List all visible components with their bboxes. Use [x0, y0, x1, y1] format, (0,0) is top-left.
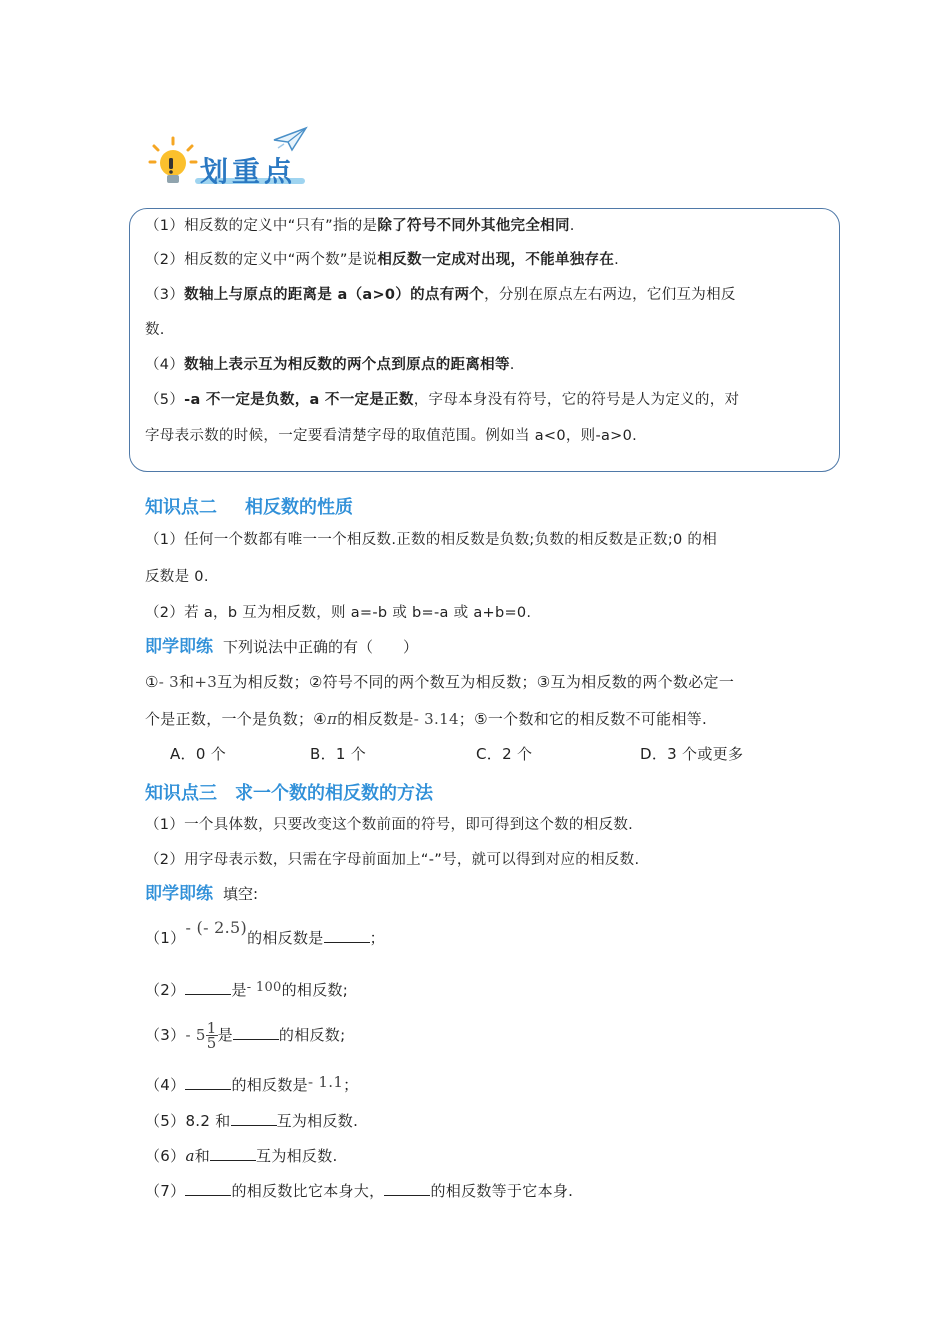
answer-blank[interactable] — [210, 1146, 256, 1161]
fraction: $\frac{1}{5}$ — [206, 1019, 217, 1052]
keypoint-5-cont: 字母表示数的时候，一定要看清楚字母的取值范围。例如当 a<0，则-a>0. — [145, 428, 638, 444]
question-1: （1）- (- 2.5)的相反数是 ； — [145, 918, 385, 947]
option-d[interactable]: D．3 个或更多 — [640, 745, 744, 763]
paper-plane-icon — [272, 126, 308, 152]
practice-tag: 即学即练 — [145, 637, 213, 657]
keypoint-1: （1）相反数的定义中“只有”指的是除了符号不同外其他完全相同. — [145, 218, 575, 234]
section-2-title: 知识点二 相反数的性质 — [145, 497, 353, 518]
keypoint-4: （4）数轴上表示互为相反数的两个点到原点的距离相等. — [145, 357, 515, 373]
keypoint-3: （3）数轴上与原点的距离是 a（a>0）的点有两个，分别在原点左右两边，它们互为相反 — [145, 287, 736, 303]
practice-1-line-1: ①- 3和+3互为相反数；②符号不同的两个数互为相反数；③互为相反数的两个数必定一 — [145, 673, 735, 691]
practice-tag: 即学即练 — [145, 884, 213, 904]
answer-blank[interactable] — [231, 1111, 277, 1126]
question-6: （6）a和 互为相反数. — [145, 1147, 338, 1165]
answer-blank[interactable] — [185, 980, 231, 995]
lightbulb-icon — [148, 136, 198, 190]
header-title: 划重点 — [200, 155, 297, 188]
question-3: （3）- 5 $\frac{1}{5}$ 是 的相反数; — [145, 1019, 346, 1052]
answer-blank[interactable] — [233, 1025, 279, 1040]
practice-1-header: 即学即练 下列说法中正确的有（ ） — [145, 637, 419, 657]
question-4: （4） 的相反数是- 1.1； — [145, 1073, 359, 1094]
practice-1-line-2: 个是正数，一个是负数；④π的相反数是- 3.14；⑤一个数和它的相反数不可能相等. — [145, 710, 708, 728]
answer-blank[interactable] — [384, 1181, 430, 1196]
answer-blank[interactable] — [185, 1075, 231, 1090]
practice-2-header: 即学即练 填空: — [145, 884, 259, 904]
section-3-line-1: （1）一个具体数，只要改变这个数前面的符号，即可得到这个数的相反数. — [145, 817, 634, 833]
section-3-line-2: （2）用字母表示数，只需在字母前面加上“-”号，就可以得到对应的相反数. — [145, 852, 640, 868]
keypoint-3-cont: 数. — [145, 322, 165, 338]
question-2: （2） 是- 100的相反数; — [145, 980, 349, 999]
section-2-line-3: （2）若 a，b 互为相反数，则 a=-b 或 b=-a 或 a+b=0. — [145, 605, 532, 621]
section-3-title: 知识点三 求一个数的相反数的方法 — [145, 783, 433, 804]
keypoint-2: （2）相反数的定义中“两个数”是说相反数一定成对出现，不能单独存在. — [145, 252, 620, 268]
section-2-line-1: （1）任何一个数都有唯一一个相反数.正数的相反数是负数;负数的相反数是正数;0 的相 — [145, 532, 718, 548]
option-c[interactable]: C．2 个 — [476, 745, 533, 763]
answer-blank[interactable] — [185, 1181, 231, 1196]
question-7: （7） 的相反数比它本身大， 的相反数等于它本身. — [145, 1182, 574, 1200]
keypoint-5: （5）-a 不一定是负数，a 不一定是正数，字母本身没有符号，它的符号是人为定义的，对 — [145, 392, 740, 408]
section-2-line-2: 反数是 0. — [145, 569, 209, 585]
option-b[interactable]: B．1 个 — [310, 745, 367, 763]
question-5: （5）8.2 和 互为相反数. — [145, 1112, 359, 1130]
answer-blank[interactable] — [324, 928, 370, 943]
option-a[interactable]: A．0 个 — [170, 745, 227, 763]
